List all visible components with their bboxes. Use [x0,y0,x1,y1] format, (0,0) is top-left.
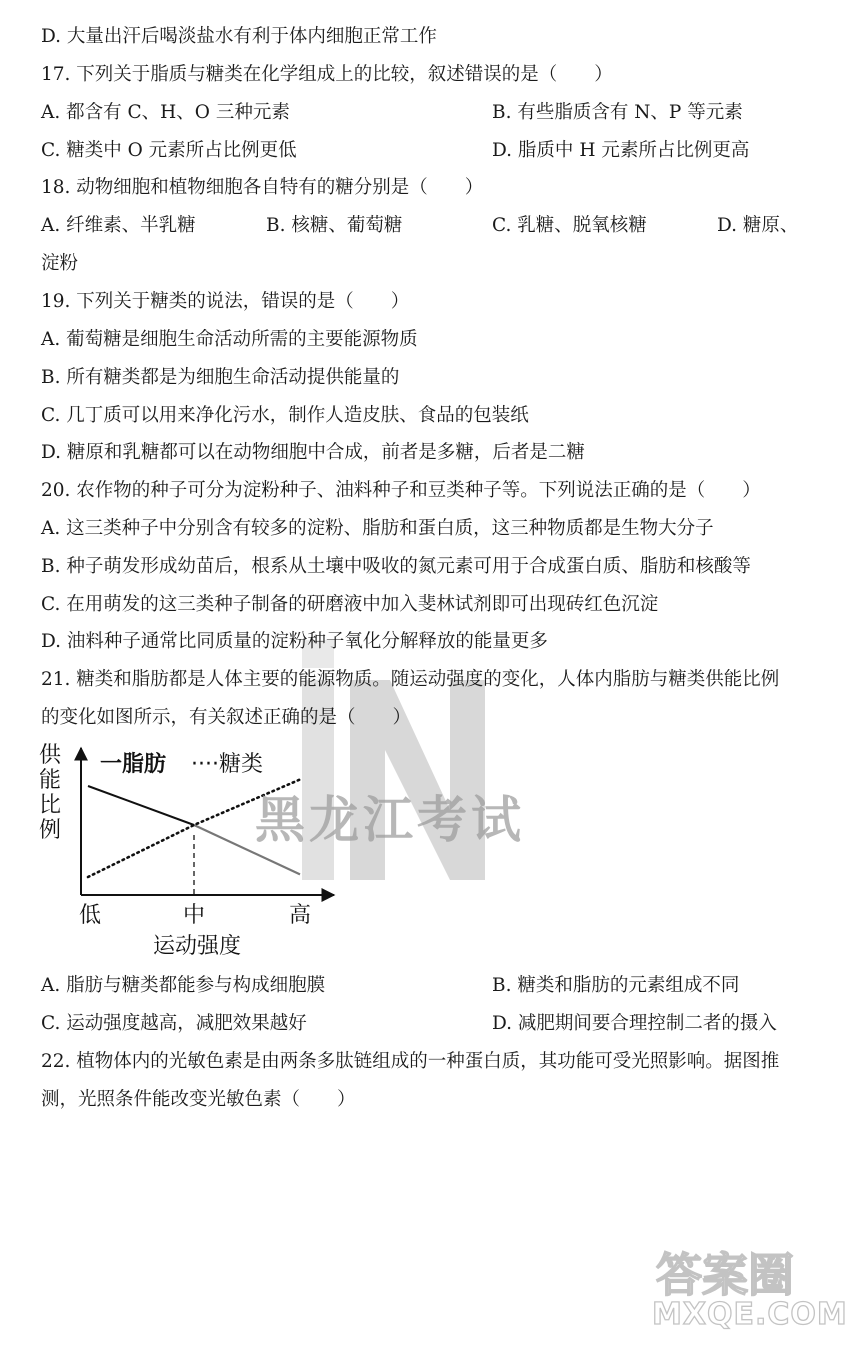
legend-sugar: ····糖类 [191,752,263,777]
q18-option-d-cont: 淀粉 [41,253,79,274]
legend-fat: 一脂肪 [100,752,167,777]
q19-option-c: C. 几丁质可以用来净化污水，制作人造皮肤、食品的包装纸 [41,405,529,426]
q17-option-a: A. 都含有 C、H、O 三种元素 [41,102,290,123]
q20-option-d: D. 油料种子通常比同质量的淀粉种子氧化分解释放的能量更多 [41,631,548,652]
q18-stem: 18. 动物细胞和植物细胞各自特有的糖分别是（ ） [41,177,484,198]
energy-ratio-chart [38,740,358,965]
x-axis-label: 运动强度 [153,934,242,959]
q21-stem: 21. 糖类和脂肪都是人体主要的能源物质。随运动强度的变化，人体内脂肪与糖类供能比例 [41,669,780,690]
corner-watermark-cn: 答案圈 [656,1248,794,1302]
y-axis-label-char: 能 [38,768,62,793]
q21-stem-cont: 的变化如图所示，有关叙述正确的是（ ） [41,707,412,728]
q20-stem: 20. 农作物的种子可分为淀粉种子、油料种子和豆类种子等。下列说法正确的是（ ） [41,480,761,501]
q19-option-b: B. 所有糖类都是为细胞生命活动提供能量的 [41,367,400,388]
y-axis-label-char: 供 [38,743,62,768]
q17-option-b: B. 有些脂质含有 N、P 等元素 [492,102,743,123]
watermark-text: 黑龙江考试 [255,791,525,849]
q21-option-d: D. 减肥期间要合理控制二者的摄入 [492,1013,777,1034]
q22-stem: 22. 植物体内的光敏色素是由两条多肽链组成的一种蛋白质，其功能可受光照影响。据图推 [41,1051,780,1072]
x-tick-label: 中 [182,903,206,928]
x-tick-label: 高 [288,903,312,928]
q21-option-b: B. 糖类和脂肪的元素组成不同 [492,975,740,996]
q16-option-d: D. 大量出汗后喝淡盐水有利于体内细胞正常工作 [41,26,437,47]
q20-option-c: C. 在用萌发的这三类种子制备的研磨液中加入斐林试剂即可出现砖红色沉淀 [41,594,659,615]
q20-option-a: A. 这三类种子中分别含有较多的淀粉、脂肪和蛋白质，这三种物质都是生物大分子 [41,518,714,539]
y-axis-label-char: 比 [38,793,62,818]
q20-option-b: B. 种子萌发形成幼苗后，根系从土壤中吸收的氮元素可用于合成蛋白质、脂肪和核酸等 [41,556,751,577]
q19-stem: 19. 下列关于糖类的说法，错误的是（ ） [41,291,410,312]
q18-option-b: B. 核糖、葡萄糖 [266,215,403,236]
q18-option-a: A. 纤维素、半乳糖 [41,215,196,236]
q21-option-c: C. 运动强度越高，减肥效果越好 [41,1013,307,1034]
series-fat-line [88,786,194,825]
q17-stem: 17. 下列关于脂质与糖类在化学组成上的比较，叙述错误的是（ ） [41,64,613,85]
x-tick-label: 低 [78,903,102,928]
q22-stem-cont: 测，光照条件能改变光敏色素（ ） [41,1089,356,1110]
q18-option-d: D. 糖原、 [717,215,799,236]
q17-option-c: C. 糖类中 O 元素所占比例更低 [41,140,297,161]
q17-option-d: D. 脂质中 H 元素所占比例更高 [492,140,750,161]
corner-watermark-en: MXQE.COM [652,1297,848,1332]
q21-option-a: A. 脂肪与糖类都能参与构成细胞膜 [41,975,326,996]
y-axis-label-char: 例 [38,818,62,843]
q18-option-c: C. 乳糖、脱氧核糖 [492,215,647,236]
corner-watermark [652,1239,848,1339]
q19-option-a: A. 葡萄糖是细胞生命活动所需的主要能源物质 [41,329,418,350]
q19-option-d: D. 糖原和乳糖都可以在动物细胞中合成，前者是多糖，后者是二糖 [41,442,585,463]
